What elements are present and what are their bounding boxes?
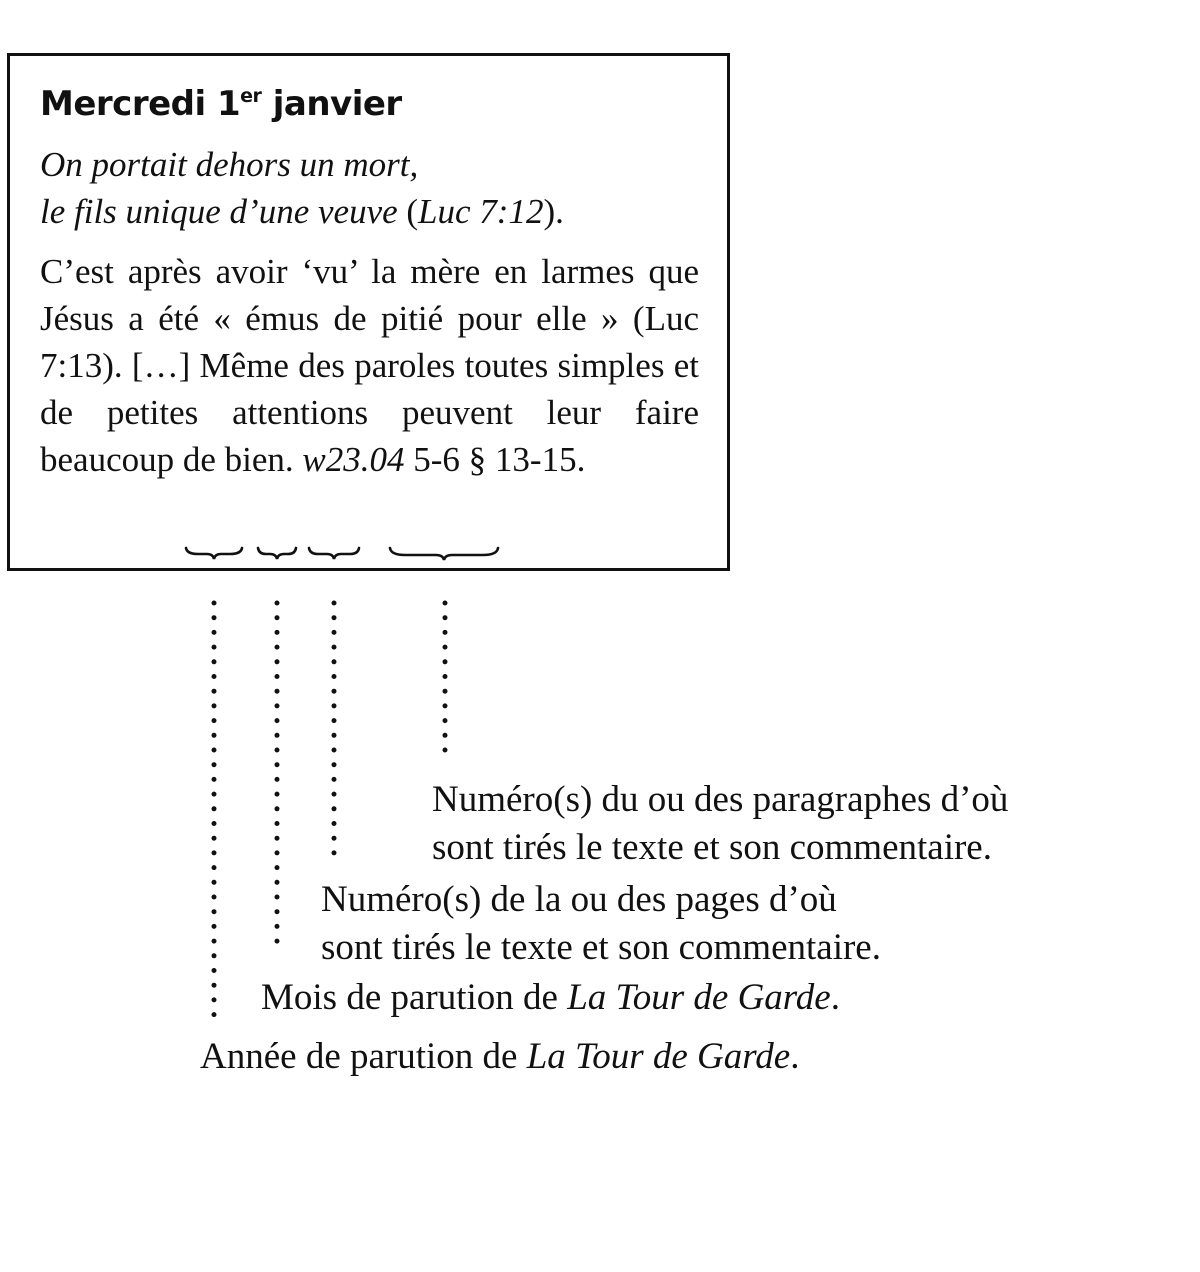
entry-verse-line-1: On portait dehors un mort, [40, 145, 419, 184]
reference-braces [186, 548, 498, 560]
brace-year [186, 548, 242, 559]
callout-paragraphs-line-2: sont tirés le texte et son commentaire. [432, 827, 992, 868]
entry-verse-ref-open: ( [397, 192, 419, 231]
entry-date-day: Mercredi 1 [40, 84, 241, 124]
callout-pages-line-2: sont tirés le texte et son commentaire. [321, 927, 881, 968]
callout-year-title: La Tour de Garde [526, 1036, 791, 1077]
entry-comment-text: C’est après avoir ‘vu’ la mère en larmes que Jésus a été « émus de pitié pour elle » (Luc 7:13). […] Même des paroles toutes simples et de petites attentions peuvent leur faire beaucoup de bien. [40, 252, 699, 479]
reference-end: . [576, 440, 586, 479]
callout-pages [321, 876, 881, 972]
entry-verse-reference: Luc 7:12 [418, 192, 544, 231]
reference-paragraphs: § 13-15 [468, 440, 577, 479]
entry-date-month: janvier [261, 84, 402, 124]
callout-year-end: . [790, 1036, 800, 1077]
callout-year-text: Année de parution de [200, 1036, 527, 1077]
callout-month [261, 974, 840, 1022]
entry-verse-ref-close: ). [543, 192, 564, 231]
reference-publication-code: w23.04 [302, 440, 405, 479]
reference-pages: 5-6 [413, 440, 460, 479]
callout-year [200, 1033, 799, 1081]
callout-month-end: . [830, 977, 840, 1018]
callout-month-title: La Tour de Garde [567, 977, 831, 1018]
brace-paragraphs [390, 548, 498, 560]
brace-pages [309, 548, 359, 559]
entry-verse-line-2-text: le fils unique d’une veuve [40, 192, 398, 231]
callout-paragraphs [432, 776, 1008, 872]
entry-date-superscript: er [240, 85, 262, 107]
brace-month [258, 548, 296, 559]
callout-pages-line-1: Numéro(s) de la ou des pages d’où [321, 879, 837, 920]
callout-month-text: Mois de parution de [261, 977, 568, 1018]
callout-paragraphs-line-1: Numéro(s) du ou des paragraphes d’où [432, 779, 1009, 820]
